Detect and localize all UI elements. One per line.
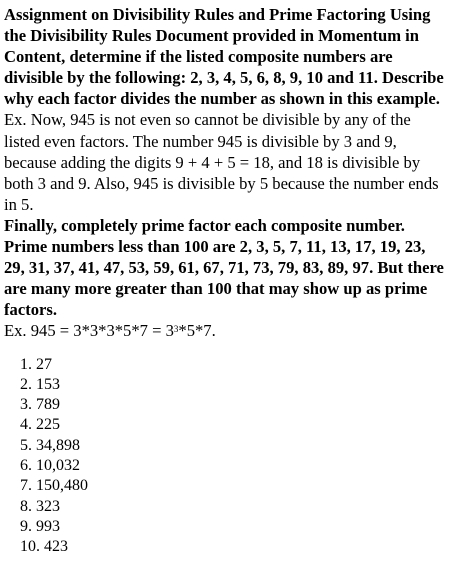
example-suffix: *5*7.: [178, 321, 216, 341]
assignment-intro: Assignment on Divisibility Rules and Prime Factoring Using the Divisibility Rules Document provided in Momentum in Content, determine if the listed composite numbers are divisible by the following: 2, 3, 4, 5, 6, 8, 9, 10 and 11. Describe why each factor divides the number as shown in this example.: [4, 5, 444, 109]
list-item: 4. 225: [20, 416, 60, 434]
prime-factor-example: [4, 320, 450, 341]
prime-factor-instruction: [4, 215, 450, 320]
primes-note: Prime numbers less than 100 are 2, 3, 5, 7, 11, 13, 17, 19, 23, 29, 31, 37, 41, 47, 53, 59, 61, 67, 71, 73, 79, 83, 89, 97. But there are many more greater than 100 that may show up as prime factors.: [4, 237, 444, 320]
list-item: 5. 34,898: [20, 436, 80, 454]
example-prefix: Ex. 945 = 3*3*3*5*7 = 3: [4, 321, 174, 341]
list-item: 9. 993: [20, 517, 60, 535]
list-item: 7. 150,480: [20, 477, 88, 495]
list-item: 8. 323: [20, 497, 60, 515]
list-item: 3. 789: [20, 396, 60, 414]
list-item: 10. 423: [20, 538, 68, 556]
example-exponent: 3: [173, 324, 179, 335]
list-item: 2. 153: [20, 375, 60, 393]
list-item: 6. 10,032: [20, 456, 80, 474]
instruction-text: Finally, completely prime factor each composite number.: [4, 215, 405, 235]
list-item: 1. 27: [20, 355, 52, 373]
assignment-document: [4, 4, 450, 557]
divisibility-example: Ex. Now, 945 is not even so cannot be divisible by any of the listed even factors. The number 945 is divisible by 3 and 9, because adding the digits 9 + 4 + 5 = 18, and 18 is divisible by both 3 and 9. Also, 945 is divisible by 5 because the number ends in 5.: [4, 110, 439, 214]
composite-number-list: [4, 355, 450, 558]
